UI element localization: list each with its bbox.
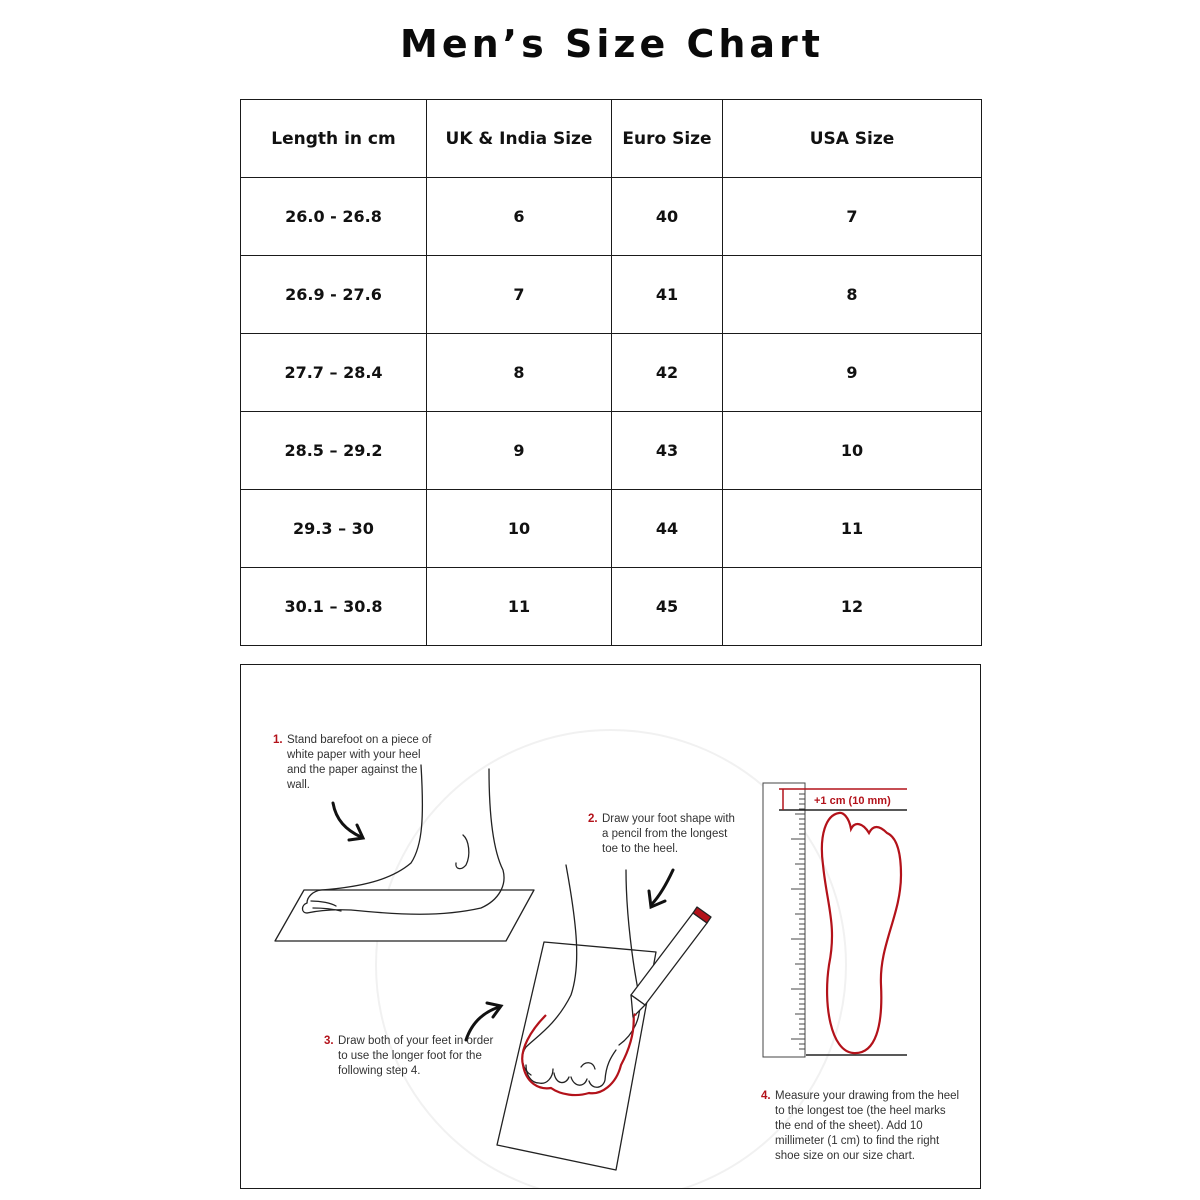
cell-uk-india: 7 [427, 256, 612, 334]
step-text: Stand barefoot on a piece of white paper with your heel and the paper against the wall. [287, 734, 432, 791]
measurement-guide [240, 664, 981, 1189]
step-number: 1. [273, 734, 283, 746]
cell-euro: 42 [612, 334, 723, 412]
cell-euro: 41 [612, 256, 723, 334]
table-row [241, 490, 982, 568]
cell-length: 28.5 – 29.2 [241, 412, 427, 490]
step-number: 2. [588, 813, 598, 825]
step-2 [588, 812, 738, 857]
cell-uk-india: 10 [427, 490, 612, 568]
cell-euro: 45 [612, 568, 723, 646]
cell-euro: 44 [612, 490, 723, 568]
table-header-row [241, 100, 982, 178]
cell-uk-india: 8 [427, 334, 612, 412]
table-row [241, 334, 982, 412]
cell-uk-india: 6 [427, 178, 612, 256]
cell-length: 26.9 - 27.6 [241, 256, 427, 334]
page-title: Men’s Size Chart [400, 22, 824, 66]
cell-length: 30.1 – 30.8 [241, 568, 427, 646]
step-number: 4. [761, 1090, 771, 1102]
ruler-mark-label: +1 cm (10 mm) [814, 795, 891, 807]
cell-usa: 8 [723, 256, 982, 334]
table-row [241, 568, 982, 646]
cell-usa: 10 [723, 412, 982, 490]
cell-usa: 11 [723, 490, 982, 568]
column-header: USA Size [723, 100, 982, 178]
step-1 [273, 733, 433, 793]
column-header: Length in cm [241, 100, 427, 178]
step-text: Measure your drawing from the heel to the longest toe (the heel marks the end of the sheet). Add 10 millimeter (1 cm) to find the right shoe size on our size chart. [775, 1090, 960, 1162]
cell-length: 29.3 – 30 [241, 490, 427, 568]
cell-uk-india: 11 [427, 568, 612, 646]
cell-length: 27.7 – 28.4 [241, 334, 427, 412]
column-header: Euro Size [612, 100, 723, 178]
step-text: Draw your foot shape with a pencil from the longest toe to the heel. [602, 813, 735, 855]
step-text: Draw both of your feet in order to use the longer foot for the following step 4. [338, 1035, 494, 1077]
table-row [241, 178, 982, 256]
cell-uk-india: 9 [427, 412, 612, 490]
step-4 [761, 1089, 961, 1164]
cell-usa: 9 [723, 334, 982, 412]
cell-euro: 43 [612, 412, 723, 490]
cell-usa: 12 [723, 568, 982, 646]
cell-length: 26.0 - 26.8 [241, 178, 427, 256]
size-chart-table [240, 99, 982, 646]
footprint-outline [822, 813, 901, 1053]
table-row [241, 412, 982, 490]
column-header: UK & India Size [427, 100, 612, 178]
cell-usa: 7 [723, 178, 982, 256]
arrow-icon [333, 803, 363, 840]
cell-euro: 40 [612, 178, 723, 256]
arrow-icon [649, 870, 673, 907]
step-number: 3. [324, 1035, 334, 1047]
ruler-icon [763, 783, 805, 1057]
step-3 [324, 1034, 504, 1079]
table-row [241, 256, 982, 334]
